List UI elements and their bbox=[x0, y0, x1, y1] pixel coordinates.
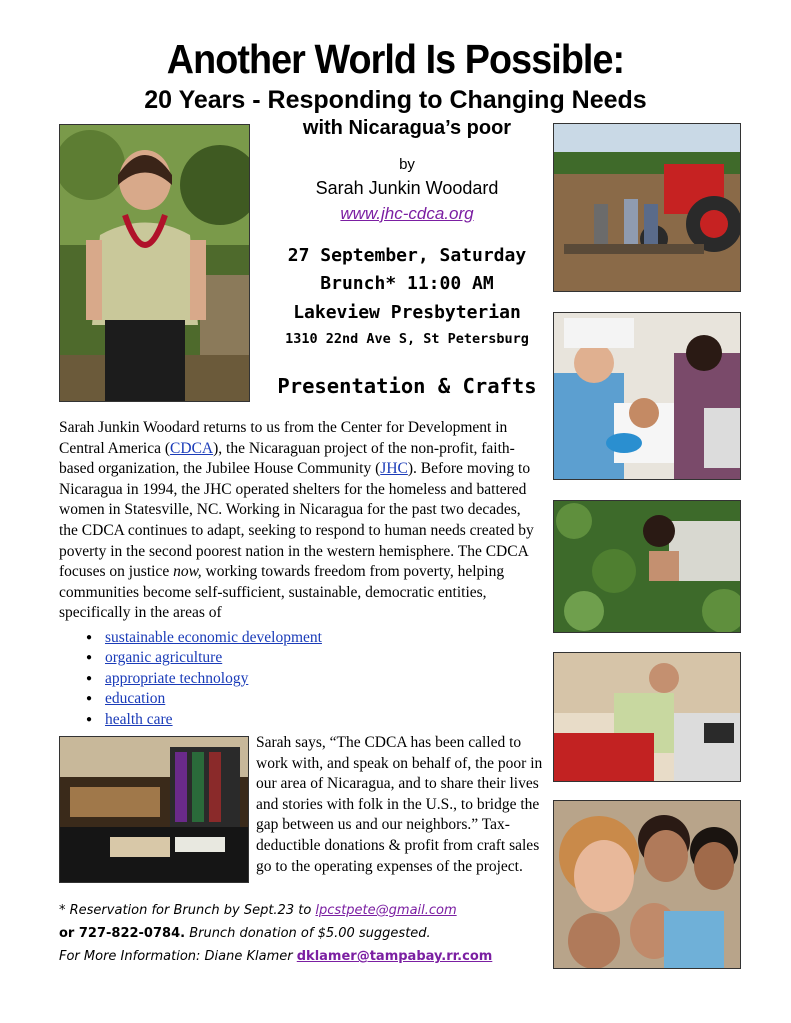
clinic-photo bbox=[553, 652, 741, 782]
jhc-link[interactable]: JHC bbox=[380, 460, 408, 478]
reservation-line bbox=[59, 903, 457, 918]
cdca-link[interactable]: CDCA bbox=[170, 439, 214, 457]
page-title: Another World Is Possible: bbox=[166, 36, 625, 82]
reservation-text: * Reservation for Brunch by Sept.23 to bbox=[59, 903, 316, 918]
author-name: Sarah Junkin Woodard bbox=[315, 178, 499, 198]
website-link[interactable]: www.jhc-cdca.org bbox=[340, 204, 474, 223]
phone-number: or 727-822-0784. bbox=[59, 926, 186, 941]
phone-line bbox=[59, 926, 431, 941]
event-date: 27 September, Saturday bbox=[287, 245, 527, 266]
area-link[interactable]: education bbox=[105, 690, 166, 708]
body-text-3: ). Before moving to Nicaragua in 1994, the JHC operated shelters for the homeless and battered women in Statesville, NC. Working in Nicaragua for the past two decades, the CDCA continues to adapt, seeking to respond to human needs created by poverty in the second poorest nation in the western hemisphere. The CDCA focuses on justice bbox=[59, 460, 534, 581]
body-text-4: working towards freedom from poverty, helping communities become self-sufficient, sustainable, democratic entities, specifically in the areas of bbox=[59, 563, 505, 622]
by-label: by bbox=[399, 156, 415, 173]
list-item bbox=[86, 648, 322, 668]
info-text: For More Information: Diane Klamer bbox=[59, 949, 297, 964]
list-item bbox=[86, 689, 322, 709]
body-text-2: ), the Nicaraguan project of the non-profit, faith-based organization, the Jubilee House Community ( bbox=[59, 439, 515, 478]
event-venue: Lakeview Presbyterian bbox=[293, 302, 521, 323]
list-item bbox=[86, 669, 322, 689]
area-link[interactable]: sustainable economic development bbox=[105, 629, 322, 646]
presentation-heading: Presentation & Crafts bbox=[277, 374, 537, 398]
focus-areas-list bbox=[86, 628, 322, 730]
list-item bbox=[86, 628, 322, 648]
quote-paragraph: Sarah says, “The CDCA has been called to work with, and speak on behalf of, the poor in our area of Nicaragua, and to share their lives and stories with folk in the U.S., to bridge the gap between us and our neighbors.” Tax-deductible donations & profit from craft sales go to the operating expenses of the project. bbox=[256, 734, 543, 875]
donation-text: Brunch donation of $5.00 suggested. bbox=[185, 926, 431, 941]
info-line bbox=[59, 949, 492, 964]
reservation-email-link[interactable]: lpcstpete@gmail.com bbox=[315, 903, 457, 918]
portrait-photo bbox=[59, 124, 250, 402]
body-text-1: Sarah Junkin Woodard returns to us from the Center for Development in Central America ( bbox=[59, 419, 508, 457]
tractor-photo bbox=[553, 123, 741, 292]
body-text-now: now, bbox=[173, 563, 202, 581]
area-link[interactable]: health care bbox=[105, 710, 173, 728]
area-link[interactable]: appropriate technology bbox=[105, 669, 249, 687]
garden-photo bbox=[553, 500, 741, 633]
list-item bbox=[86, 710, 322, 730]
info-email-link[interactable]: dklamer@tampabay.rr.com bbox=[296, 949, 493, 964]
event-address: 1310 22nd Ave S, St Petersburg bbox=[285, 331, 529, 347]
event-time: Brunch* 11:00 AM bbox=[320, 273, 494, 294]
area-link[interactable]: organic agriculture bbox=[105, 649, 223, 667]
children-photo bbox=[553, 800, 741, 969]
page-subtitle-2: with Nicaragua’s poor bbox=[302, 117, 512, 139]
dentist-photo bbox=[553, 312, 741, 480]
page-subtitle: 20 Years - Responding to Changing Needs bbox=[144, 86, 647, 114]
body-paragraph bbox=[59, 418, 539, 624]
crafts-photo bbox=[59, 736, 249, 883]
